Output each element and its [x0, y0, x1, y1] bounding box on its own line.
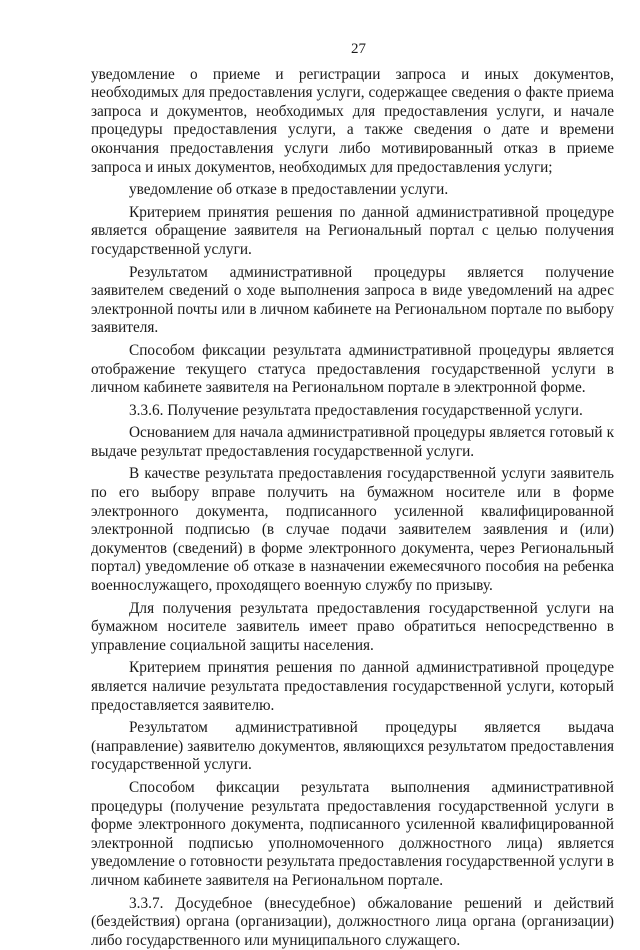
page-number: 27	[351, 41, 366, 57]
paragraph: В качестве результата предоставления государственной услуги заявитель по его выбору вправе получить на бумажном носителе или в форме электронного документа, подписанного усиленной квалифицированной электронной подписью (в случае подачи заявителем заявления и (или) документов (сведений) в форме электронного документа, через Региональный портал) уведомление об отказе в назначении ежемесячного пособия на ребенка военнослужащего, проходящего военную службу по призыву.	[91, 465, 614, 595]
paragraph: Критерием принятия решения по данной административной процедуре является обращение заявителя на Региональный портал с целью получения государственной услуги.	[91, 203, 614, 258]
paragraph: 3.3.7. Досудебное (внесудебное) обжалование решений и действий (бездействия) органа (организации), должностного лица органа (организации) либо государственного или муниципального служащего.	[91, 894, 614, 949]
paragraph: Критерием принятия решения по данной административной процедуре является наличие результата предоставления государственной услуги, который предоставляется заявителю.	[91, 659, 614, 714]
paragraph: Результатом административной процедуры является получение заявителем сведений о ходе выполнения запроса в виде уведомлений на адрес электронной почты или в личном кабинете на Региональном портале по выбору заявителя.	[91, 263, 614, 337]
paragraph: уведомление об отказе в предоставлении услуги.	[129, 181, 449, 199]
paragraph: Результатом административной процедуры является выдача (направление) заявителю документов, являющихся результатом предоставления государственной услуги.	[91, 719, 614, 774]
document-body	[91, 66, 614, 950]
paragraph: 3.3.6. Получение результата предоставления государственной услуги.	[129, 401, 583, 419]
paragraph: уведомление о приеме и регистрации запроса и иных документов, необходимых для предоставления услуги, содержащее сведения о факте приема запроса и документов, необходимых для предоставления услуги, и начале процедуры предоставления услуги, а также сведения о дате и времени окончания предоставления услуги либо мотивированный отказ в приеме запроса и иных документов, необходимых для предоставления услуги;	[91, 65, 614, 176]
paragraph: Способом фиксации результата выполнения административной процедуры (получение результата предоставления государственной услуги в форме электронного документа, подписанного усиленной квалифицированной электронной подписью уполномоченного должностного лица) является уведомление о готовности результата предоставления государственной услуги в личном кабинете заявителя на Региональном портале.	[91, 778, 614, 889]
paragraph: Способом фиксации результата административной процедуры является отображение текущего статуса предоставления государственной услуги в личном кабинете заявителя на Региональном портале в электронной форме.	[91, 341, 614, 397]
paragraph: Основанием для начала административной процедуры является готовый к выдаче результат предоставления государственной услуги.	[91, 424, 614, 460]
paragraph: Для получения результата предоставления государственной услуги на бумажном носителе заявитель имеет право обратиться непосредственно в управление социальной защиты населения.	[91, 599, 614, 654]
